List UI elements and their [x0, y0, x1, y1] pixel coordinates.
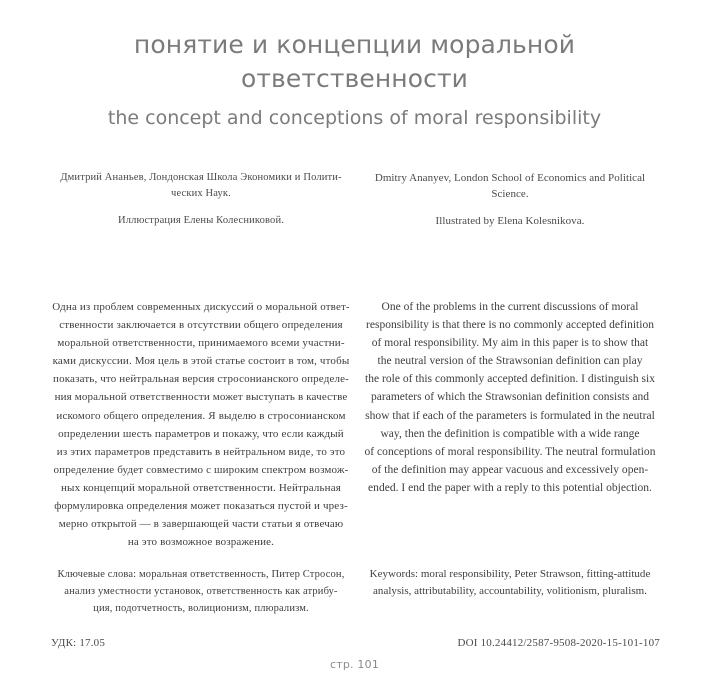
title-russian: понятие и концепции моральной ответственности [133, 30, 576, 93]
keywords-english [360, 566, 660, 600]
author-affiliation-english-line1: Dmitry Ananyev, London School of Economics and Political [374, 172, 646, 184]
author-block-english [360, 170, 660, 202]
text-line: ных концепций моральной ответственности. Нейтральная [61, 481, 341, 494]
author-affiliation-russian-line1: Дмитрий Ананьев, Лондонская Школа Экономики и Полити- [60, 172, 342, 183]
text-line: ended. I end the paper with a reply to this potential objection. [368, 481, 652, 494]
text-line: ками дискуссии. Моя цель в этой статье состоит в том, чтобы [52, 355, 350, 368]
doi-code[interactable]: DOI 10.24412/2587-9508-2020-15-101-107 [457, 637, 660, 649]
text-line: ция, подотчетность, волиционизм, плюрализм. [93, 603, 309, 614]
text-line: определении шесть параметров и покажу, что если каждый [58, 427, 344, 440]
text-line: of moral responsibility. My aim in this paper is to show that [371, 337, 649, 350]
illustrator-credit-russian-text: Иллюстрация Елены Колесниковой. [117, 215, 284, 226]
text-line: analysis, attributability, accountability, volitionism, pluralism. [373, 585, 647, 597]
text-line: мерно открытой — в завершающей части статьи я отвечаю [58, 518, 344, 531]
author-affiliation-english-line2: Science. [491, 188, 529, 200]
text-line: определение будет совместимо с широким спектром возмож- [53, 463, 349, 476]
text-line: моральной ответственности, принимаемого всеми участни- [57, 337, 345, 350]
illustrator-credit-russian [51, 213, 351, 229]
text-line: ственности заключается в отсутствии общего определения [59, 319, 343, 332]
text-line: Одна из проблем современных дискуссий о моральной ответ- [52, 301, 350, 313]
keywords-russian [51, 566, 351, 617]
text-line: way, then the definition is compatible with a wide range [380, 427, 640, 440]
udk-code: УДК: 17.05 [51, 637, 106, 649]
page-title [0, 28, 709, 131]
text-line: One of the problems in the current discussions of moral [381, 301, 639, 313]
abstract-english [360, 298, 660, 497]
illustrator-credit-english [360, 213, 660, 229]
title-english: the concept and conceptions of moral responsibility [107, 107, 602, 129]
text-line: анализ уместности установок, ответственность как атрибу- [64, 586, 338, 597]
text-line: Ключевые слова: моральная ответственность, Питер Стросон, [57, 569, 345, 580]
text-line: of conceptions of moral responsibility. The neutral formulation [364, 445, 656, 458]
abstract-russian [51, 298, 351, 551]
text-line: ния моральной ответственности может выступать в качестве [54, 391, 348, 404]
author-affiliation-russian-line2: ческих Наук. [171, 188, 231, 199]
text-line: на это возможное возражение. [127, 536, 275, 549]
text-line: responsibility is that there is no commonly accepted definition [365, 319, 655, 332]
text-line: искомого общего определения. Я выделю в стросонианском [56, 409, 346, 422]
text-line: Keywords: moral responsibility, Peter Strawson, fitting-attitude [369, 568, 651, 580]
text-line: of the definition may appear vacuous and excessively open- [371, 463, 649, 476]
text-line: parameters of which the Strawsonian definition consists and [370, 391, 650, 404]
text-line: the neutral version of the Strawsonian definition can play [377, 355, 643, 368]
page-number: стр. 101 [329, 658, 380, 671]
text-line: из этих параметров представить в нейтральном виде, то это [56, 445, 346, 458]
text-line: показать, что нейтральная версия стросонианского определе- [53, 373, 349, 386]
text-line: the role of this commonly accepted definition. I distinguish six [364, 373, 655, 386]
text-line: формулировка определения может показаться пустой и чрез- [54, 500, 348, 513]
text-line: show that if each of the parameters is formulated in the neutral [365, 409, 655, 422]
author-block-russian [51, 170, 351, 202]
illustrator-credit-english-text: Illustrated by Elena Kolesnikova. [435, 215, 585, 227]
